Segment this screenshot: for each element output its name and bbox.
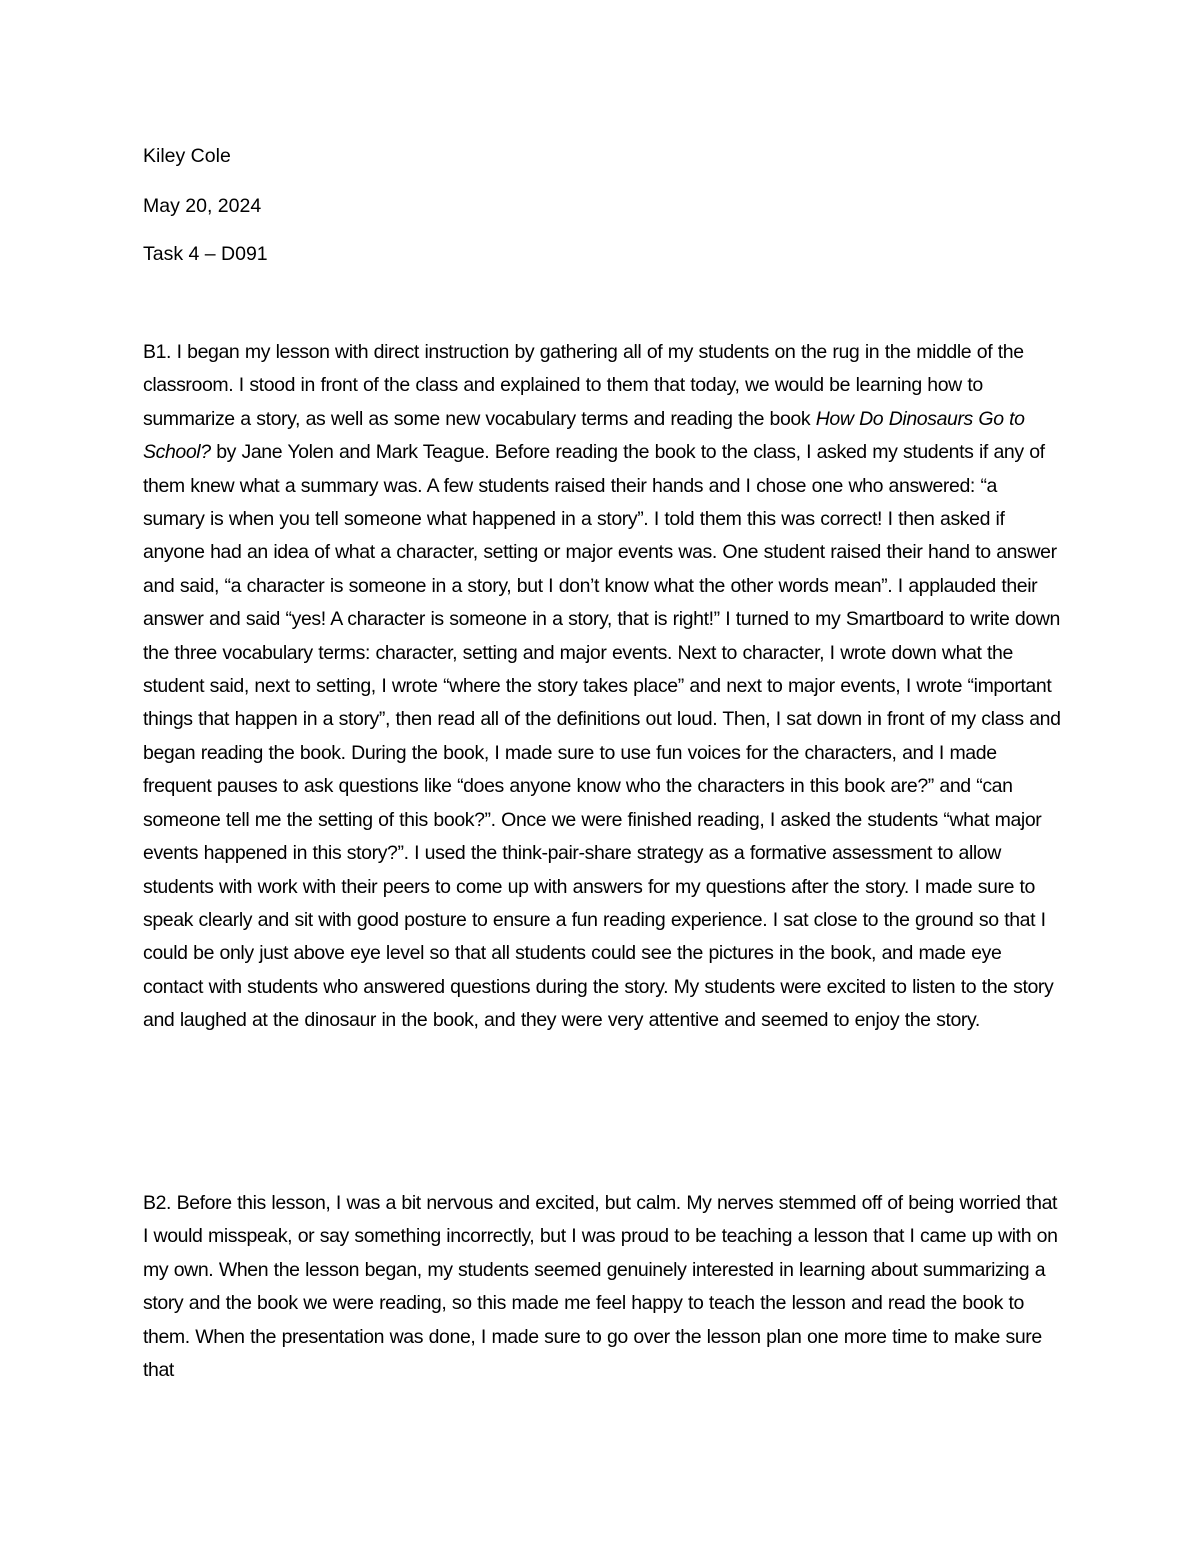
author-name: Kiley Cole — [143, 145, 231, 167]
paragraph-b1-text-end: by Jane Yolen and Mark Teague. Before reading the book to the class, I asked my students if any of them knew what a summary was. A few students raised their hands and I chose one who answered: “a sumary is when you tell someone what happened in a story”. I told them this was correct! I then asked if anyone had an idea of what a character, setting or major events was. One student raised their hand to answer and said, “a character is someone in a story, but I don’t know what the other words mean”. I applauded their answer and said “yes! A character is someone in a story, that is right!” I turned to my Smartboard to write down the three vocabulary terms: character, setting and major events. Next to character, I wrote down what the student said, next to setting, I wrote “where the story takes place” and next to major events, I wrote “important things that happen in a story”, then read all of the definitions out loud. Then, I sat down in front of my class and began reading the book. During the book, I made sure to use fun voices for the characters, and I made frequent pauses to ask questions like “does anyone know who the characters in this book are?” and “can someone tell me the setting of this book?”. Once we were finished reading, I asked the students “what major events happened in this story?”. I used the think-pair-share strategy as a formative assessment to allow students with work with their peers to come up with answers for my questions after the story. I made sure to speak clearly and sit with good posture to ensure a fun reading experience. I sat close to the ground so that I could be only just above eye level so that all students could see the pictures in the book, and made eye contact with students who answered questions during the story. My students were excited to listen to the story and laughed at the dinosaur in the book, and they were very attentive and seemed to enjoy the story. — [143, 441, 1061, 1032]
paragraph-b1-text-start: B1. I began my lesson with direct instruction by gathering all of my students on the rug in the middle of the classroom. I stood in front of the class and explained to them that today, we would be learning how to summarize a story, as well as some new vocabulary terms and reading the book — [143, 341, 1024, 430]
task-label: Task 4 – D091 — [143, 243, 268, 265]
book-title: How Do Dinosaurs Go to School? — [143, 407, 1025, 464]
paragraph-b2: B2. Before this lesson, I was a bit nervous and excited, but calm. My nerves stemmed off of being worried that I would misspeak, or say something incorrectly, but I was proud to be teaching a lesson that I came up with on my own. When the lesson began, my students seemed genuinely interested in learning about summarizing a story and the book we were reading, so this made me feel happy to teach the lesson and read the book to them. When the presentation was done, I made sure to go over the lesson plan one more time to make sure that — [143, 1192, 1058, 1382]
document-date: May 20, 2024 — [143, 195, 262, 217]
paragraph-b1 — [143, 336, 1063, 1038]
